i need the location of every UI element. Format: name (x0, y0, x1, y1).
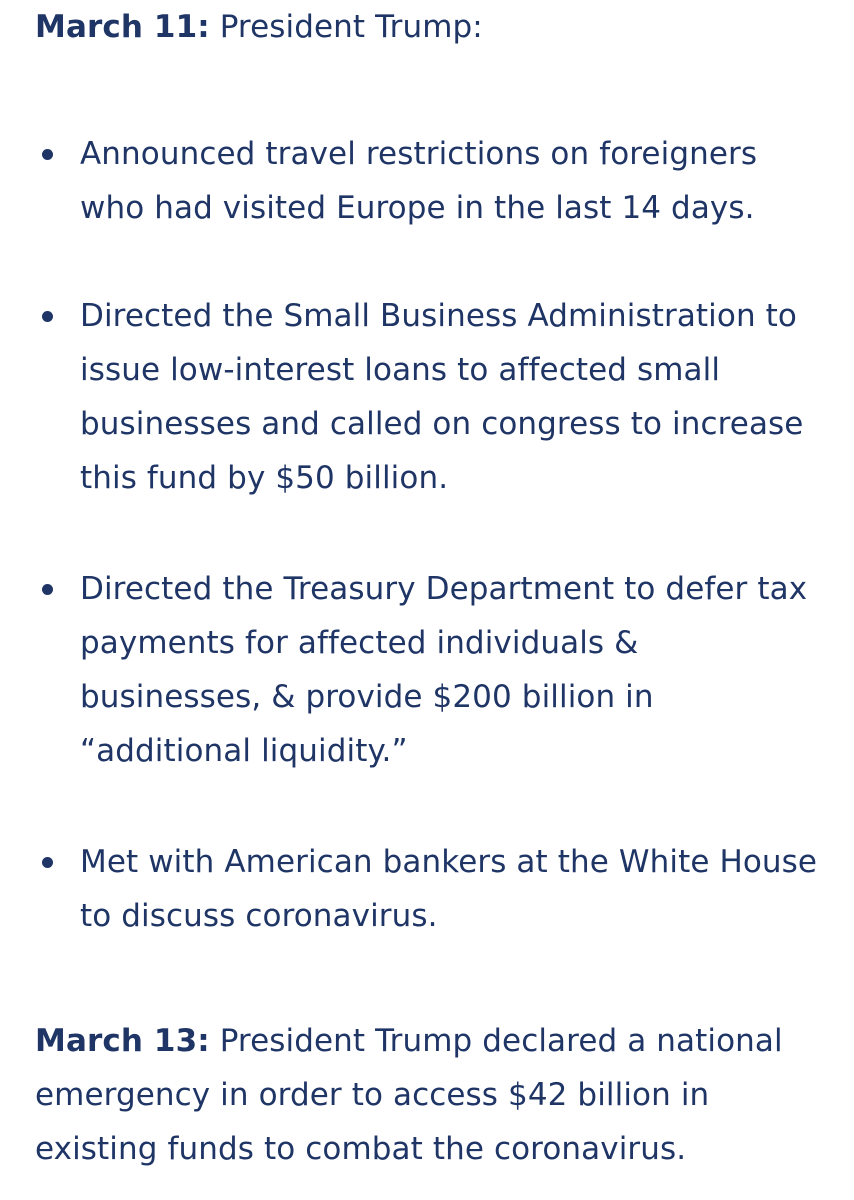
bullet-icon (42, 584, 53, 595)
list-item (80, 562, 818, 778)
march-11-paragraph (35, 0, 814, 54)
bullet-icon (42, 857, 53, 868)
list-item-text: Met with American bankers at the White House to discuss coronavirus. (80, 844, 818, 934)
list-item-text: Directed the Treasury Department to defer tax payments for affected individuals & businesses, & provide $200 billion in “additional liquidity.” (80, 571, 808, 769)
list-item (80, 127, 818, 235)
list-item-text: Announced travel restrictions on foreigners who had visited Europe in the last 14 days. (80, 136, 758, 226)
paragraph-text: President Trump: (209, 9, 483, 45)
list-item (80, 835, 818, 943)
paragraph-text: President Trump declared a national emergency in order to access $42 billion in existing funds to combat the coronavirus. (35, 1023, 783, 1167)
date-label: March 13: (35, 1023, 210, 1059)
date-label: March 11: (35, 9, 210, 45)
bullet-icon (42, 311, 53, 322)
bullet-icon (42, 149, 53, 160)
march-13-paragraph (35, 1014, 814, 1176)
list-item-text: Directed the Small Business Administration to issue low-interest loans to affected small businesses and called on congress to increase this fund by $50 billion. (80, 298, 804, 496)
list-item (80, 289, 818, 505)
